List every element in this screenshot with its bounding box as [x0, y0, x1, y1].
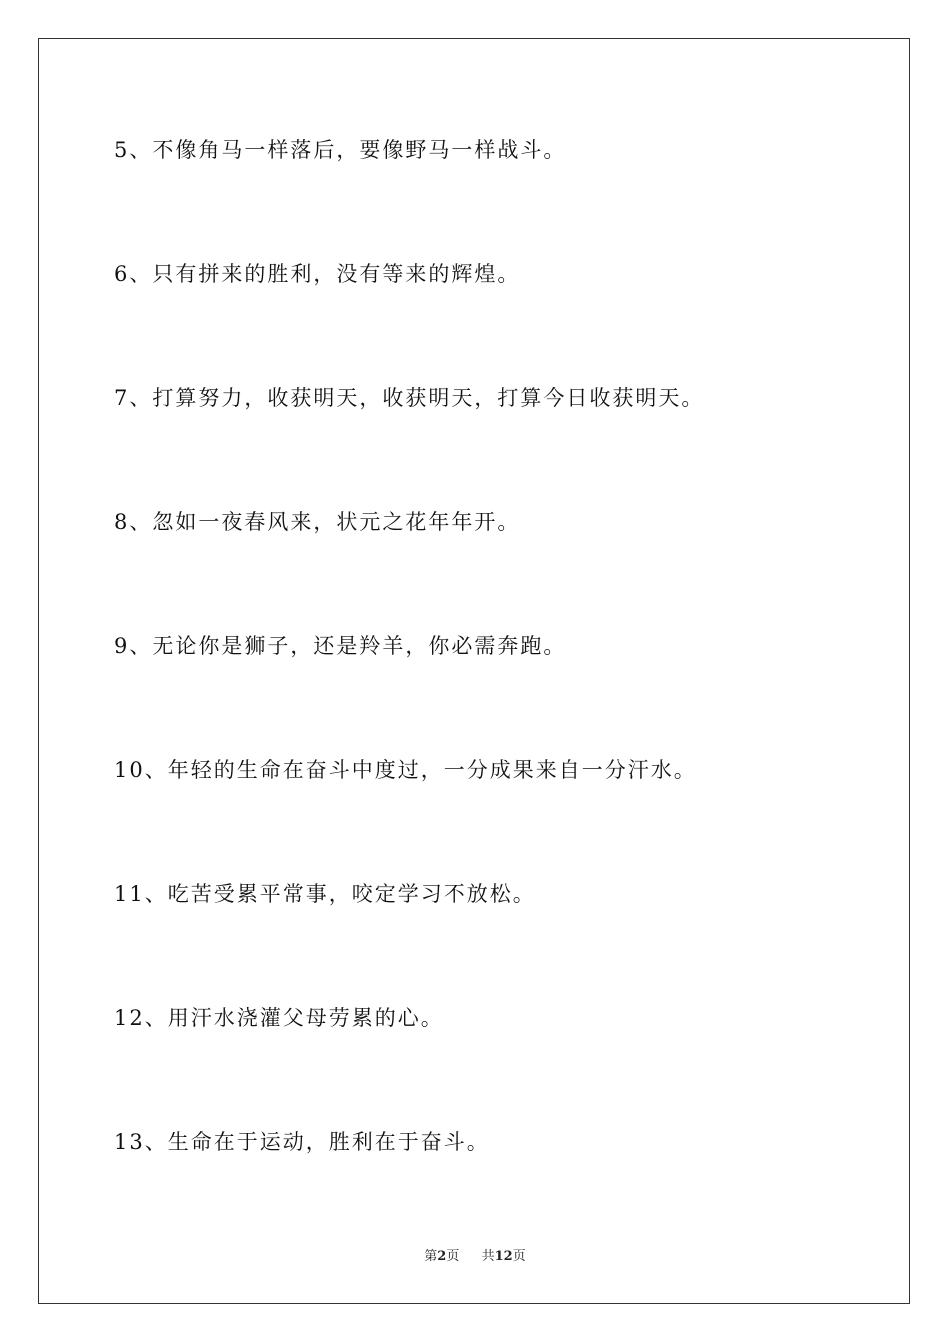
text-line: 7、打算努力，收获明天，收获明天，打算今日收获明天。 — [114, 386, 705, 410]
page-number-prefix: 第 — [424, 1249, 438, 1264]
page-footer — [0, 1248, 950, 1266]
page-number: 2 — [437, 1249, 447, 1264]
page-number-suffix: 页 — [446, 1249, 460, 1264]
text-body — [114, 136, 874, 1252]
text-line: 10、年轻的生命在奋斗中度过，一分成果来自一分汗水。 — [114, 758, 697, 782]
text-line: 12、用汗水浇灌父母劳累的心。 — [114, 1006, 444, 1030]
total-pages-suffix: 页 — [512, 1249, 526, 1264]
total-pages: 12 — [494, 1249, 513, 1264]
text-line: 6、只有拼来的胜利，没有等来的辉煌。 — [114, 262, 521, 286]
text-line: 9、无论你是狮子，还是羚羊，你必需奔跑。 — [114, 634, 567, 658]
text-line: 8、忽如一夜春风来，状元之花年年开。 — [114, 510, 521, 534]
total-pages-prefix: 共 — [481, 1249, 495, 1264]
text-line: 13、生命在于运动，胜利在于奋斗。 — [114, 1130, 490, 1154]
text-line: 5、不像角马一样落后，要像野马一样战斗。 — [114, 138, 567, 162]
text-line: 11、吃苦受累平常事，咬定学习不放松。 — [114, 882, 536, 906]
